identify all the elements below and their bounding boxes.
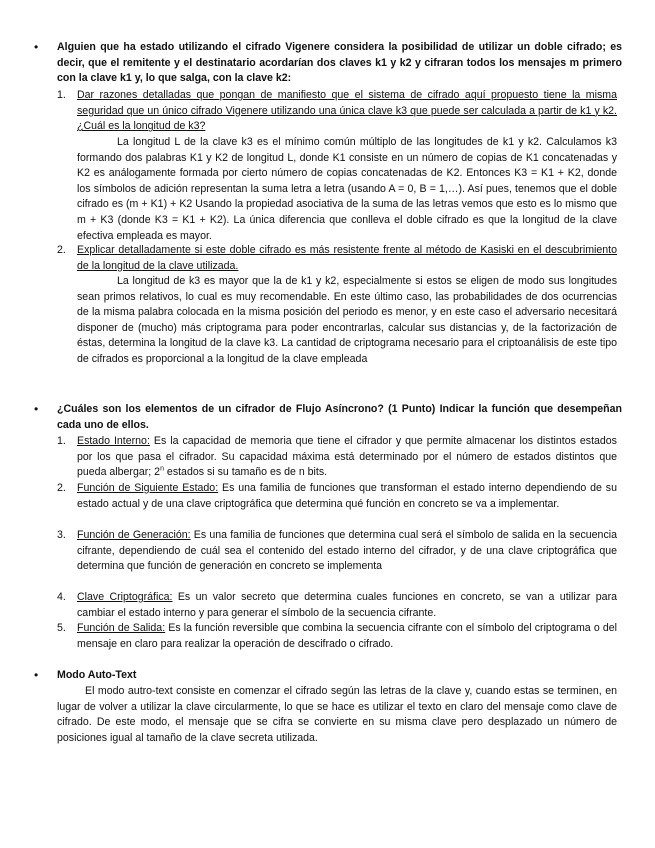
question-text: Dar razones detalladas que pongan de manifiesto que el sistema de cifrado aquí propuesto tiene la misma seguridad que un único cifrado Vigenere utilizando una única clave k3 que puede ser calculada a partir de k1 y k2. ¿Cuál es la longitud de k3? — [77, 89, 617, 133]
exponent: n — [160, 465, 164, 473]
element-term: Función de Siguiente Estado: — [77, 482, 219, 494]
element-desc: Es la función reversible que combina la secuencia cifrante con el símbolo del criptograma o del mensaje en claro para realizar la operación de descifrado o cifrado. — [77, 622, 617, 650]
item-number: 4. — [57, 591, 66, 603]
answer-text: La longitud L de la clave k3 es el mínimo común múltiplo de las longitudes de k1 y k2. Calculamos k3 formando dos palabras K1 y K2 de longitud L, donde K1 consiste en un número de copias de K1 concatenadas y K2 es análogamente formada por cierto número de copias concatenadas de K2. Entonces K3 = K1 + K2, donde los símbolos de adición representan la suma letra a letra (usando A = 0, B = 1,…). Así pues, tenemos que el doble cifrado es (m + K1) + K2 Usando la propiedad asociativa de la suma de las letras vemos que esto es lo mismo que m + K3 (donde K3 = K1 + K2). La única diferencia que conlleva el doble cifrado es que la longitud de la clave efectiva empleada es mayor. — [77, 136, 617, 242]
element-term: Estado Interno: — [77, 435, 150, 447]
auto-text-title: Modo Auto-Text — [57, 669, 137, 681]
element-desc: Es una familia de funciones que transforman el estado interno dependiendo de su estado actual y de una clave criptográfica que determina qué función en concreto se va a implementar. — [77, 482, 617, 510]
item-number: 2. — [57, 482, 66, 494]
bullet-marker: • — [34, 40, 39, 54]
element-desc: Es la capacidad de memoria que tiene el cifrador y que permite almacenar los distintos estados por los que pasa el cifrador. Su capacidad máxima está determinado por el número de estados distintos que pueda albergar; 2 — [77, 435, 617, 479]
stream-cipher-intro: ¿Cuáles son los elementos de un cifrador de Flujo Asíncrono? (1 Punto) Indicar la función que desempeñan cada uno de ellos. — [57, 403, 622, 431]
item-number: 1. — [57, 435, 66, 447]
vigenere-intro: Alguien que ha estado utilizando el cifrado Vigenere considera la posibilidad de utilizar un doble cifrado; es decir, que el remitente y el destinatario acordarían dos claves k1 y k2 y cifraran todos los mensajes m primero con la clave k1 y, lo que salga, con la clave k2: — [57, 41, 622, 85]
element-term: Clave Criptográfica: — [77, 591, 173, 603]
element-description — [77, 481, 617, 512]
element-term: Función de Salida: — [77, 622, 166, 634]
question-text: Explicar detalladamente si este doble cifrado es más resistente frente al método de Kasiski en el descubrimiento de la longitud de la clave utilizada. — [77, 244, 617, 272]
element-description — [77, 528, 617, 575]
element-description — [77, 621, 617, 652]
item-number: 5. — [57, 622, 66, 634]
item-number: 1. — [57, 89, 66, 101]
element-term: Función de Generación: — [77, 529, 191, 541]
item-number: 3. — [57, 529, 66, 541]
answer-text: La longitud de k3 es mayor que la de k1 y k2, especialmente si estos se eligen de modo sus longitudes sean primos relativos, lo cual es muy recomendable. En este último caso, las probabilidades de dos ocurrencias de la misma palabra colocada en la misma posición del periodo es menor, y en este caso el adversario necesitará disponer de (mucho) más criptograma para poder encontrarlas, calcular sus distancias y, de la factorización de éstas, determina la longitud de la clave k3. La cantidad de criptograma necesario para el criptoanálisis de este tipo de cifrados es proporcional a la longitud de la clave empleada — [77, 275, 617, 365]
element-desc: Es un valor secreto que determina cuales funciones en concreto, se van a utilizar para cambiar el estado interno y para generar el símbolo de la secuencia cifrante. — [77, 591, 617, 619]
bullet-marker: • — [34, 402, 39, 416]
element-desc: Es una familia de funciones que determina cual será el símbolo de salida en la secuencia cifrante, dependiendo de cuál sea el contenido del estado interno del cifrador, y de una clave criptográfica que determina que función de generación en concreto se implementa — [77, 529, 617, 573]
item-number: 2. — [57, 244, 66, 256]
bullet-marker: • — [34, 668, 39, 682]
element-description — [77, 434, 617, 481]
auto-text-body: El modo autro-text consiste en comenzar el cifrado según las letras de la clave y, cuando estas se terminen, en lugar de volver a utilizar la clave circularmente, lo que se hace es utilizar el texto en claro del mensaje como clave de cifrado. De este modo, el mensaje que se cifra se convierte en su misma clave pero desplazado un número de posiciones igual al tamaño de la clave secreta utilizada. — [57, 685, 617, 744]
element-desc-end: estados si su tamaño es de n bits. — [166, 466, 328, 479]
element-description — [77, 590, 617, 621]
